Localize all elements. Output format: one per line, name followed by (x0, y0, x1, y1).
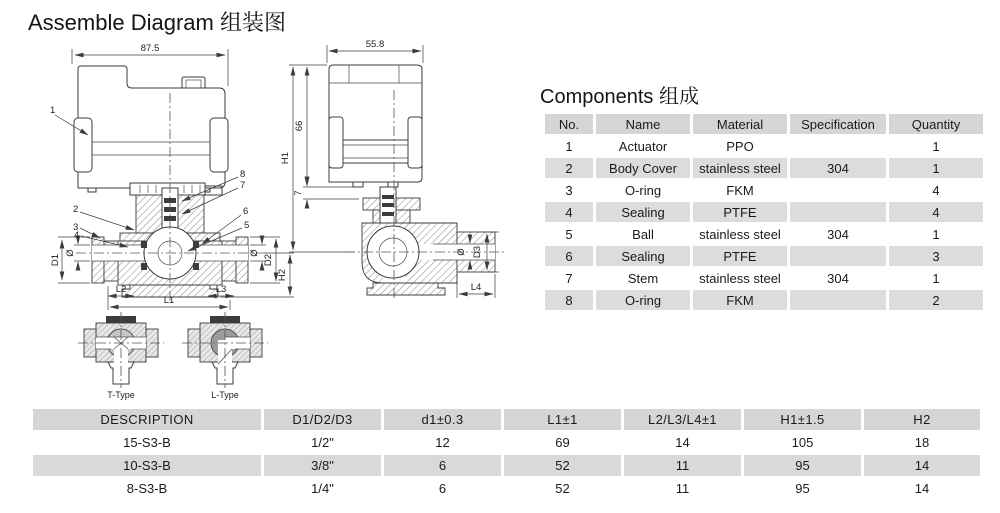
cell-l1: 52 (555, 481, 570, 496)
cell-h1: 105 (791, 435, 814, 450)
cell-name: Sealing (596, 202, 690, 222)
h1-dim-label: H1 (280, 151, 291, 165)
bore-dia-label-side: Ø (456, 248, 467, 256)
component-row (545, 268, 983, 288)
cell-description: 8-S3-B (126, 481, 168, 496)
part-label-8: 8 (240, 169, 246, 180)
col-material: Material (693, 114, 787, 134)
dimensions-header-row (33, 409, 980, 430)
part-label-5: 5 (244, 220, 250, 231)
cell-qty: 1 (932, 138, 940, 154)
actuator-side-outline (329, 65, 422, 187)
cell-h1: 95 (744, 455, 861, 476)
cell-qty: 1 (932, 270, 940, 286)
d3-dim-label: D3 (472, 245, 483, 259)
part-label-7: 7 (240, 180, 246, 191)
port-type-drawings (58, 312, 298, 412)
cell-no: 1 (565, 138, 573, 154)
cell-spec: 304 (827, 226, 849, 242)
col-h2: H2 (864, 409, 980, 430)
component-row (545, 246, 983, 266)
cell-h2: 14 (864, 455, 980, 476)
cell-d1: 12 (435, 435, 450, 450)
component-row (545, 224, 983, 244)
l2-dim-label: L2 (115, 284, 127, 295)
cell-qty: 1 (932, 226, 940, 242)
cell-name: Sealing (596, 246, 690, 266)
cell-h1: 95 (795, 481, 810, 496)
cell-qty: 4 (889, 202, 983, 222)
cell-d1d2d3: 1/2" (311, 435, 334, 450)
cell-l2l3l4: 11 (675, 481, 690, 496)
part-label-4: 4 (74, 230, 80, 241)
cell-qty: 4 (932, 182, 940, 198)
component-row (545, 136, 983, 156)
cell-material: FKM (693, 290, 787, 310)
cell-material: PTFE (693, 202, 787, 222)
cell-spec: 304 (790, 158, 886, 178)
offset-dim-label: 7 (293, 190, 304, 196)
components-header-row (545, 114, 983, 134)
body-height-dim-label: 66 (294, 120, 305, 132)
cell-qty: 1 (889, 158, 983, 178)
col-name: Name (596, 114, 690, 134)
cell-l1: 52 (504, 455, 621, 476)
cell-name: Ball (632, 226, 654, 242)
cell-spec (790, 180, 886, 200)
part-label-3: 3 (73, 222, 79, 233)
cell-no: 3 (565, 182, 573, 198)
page-title: Assemble Diagram 组装图 (28, 10, 286, 35)
front-view-drawing (28, 38, 300, 323)
cell-spec (790, 246, 886, 266)
cell-l2l3l4: 14 (675, 435, 690, 450)
bore-dia-label-right: Ø (249, 249, 260, 257)
col-description: DESCRIPTION (33, 409, 261, 430)
d1-dim-label: D1 (50, 253, 61, 267)
dimensions-row (33, 455, 980, 476)
col-d1tol: d1±0.3 (384, 409, 501, 430)
components-heading: Components 组成 (540, 86, 699, 108)
component-row (545, 290, 983, 310)
part-label-2: 2 (73, 204, 79, 215)
col-quantity: Quantity (889, 114, 983, 134)
cell-material: PTFE (693, 246, 787, 266)
col-specification: Specification (790, 114, 886, 134)
h2-dim-label: H2 (277, 268, 288, 282)
dimension-l4 (457, 274, 495, 298)
cell-spec (790, 136, 886, 156)
cell-material: stainless steel (699, 226, 781, 242)
l-type-drawing (182, 312, 268, 400)
part-label-6: 6 (243, 206, 249, 217)
cell-no: 2 (545, 158, 593, 178)
front-width-dim-label: 87.5 (140, 43, 160, 54)
cell-d1d2d3: 3/8" (264, 455, 381, 476)
cell-d1d2d3: 1/4" (311, 481, 334, 496)
components-table (542, 112, 986, 312)
cell-material: stainless steel (699, 270, 781, 286)
cell-spec (790, 290, 886, 310)
t-type-label: T-Type (107, 390, 135, 400)
dimensions-table (30, 407, 983, 501)
dimension-d1 (50, 237, 90, 283)
actuator-outline (74, 66, 228, 192)
dimensions-row (33, 478, 980, 499)
cell-l2l3l4: 11 (624, 455, 741, 476)
cell-d1: 6 (384, 455, 501, 476)
cell-spec (790, 202, 886, 222)
cell-h2: 14 (914, 481, 930, 496)
component-row (545, 180, 983, 200)
cell-no: 4 (545, 202, 593, 222)
cell-description: 15-S3-B (123, 435, 171, 450)
cell-material: stainless steel (693, 158, 787, 178)
cell-name: O-ring (624, 182, 662, 198)
cell-name: Stem (627, 270, 659, 286)
part-label-1: 1 (50, 105, 56, 116)
l1-dim-label: L1 (163, 295, 175, 306)
col-h1tol: H1±1.5 (744, 409, 861, 430)
cell-no: 6 (545, 246, 593, 266)
col-d1d2d3: D1/D2/D3 (264, 409, 381, 430)
cell-material: PPO (726, 138, 754, 154)
d2-dim-label: D2 (263, 253, 274, 267)
side-width-dim-label: 55.8 (365, 39, 385, 50)
cell-d1: 6 (438, 481, 447, 496)
cell-no: 8 (545, 290, 593, 310)
cell-description: 10-S3-B (33, 455, 261, 476)
component-row (545, 202, 983, 222)
dimension-side-width (327, 39, 423, 63)
col-l1tol: L1±1 (504, 409, 621, 430)
dimensions-row (33, 432, 980, 453)
col-l2l3l4tol: L2/L3/L4±1 (624, 409, 741, 430)
bore-dia-label-left: Ø (65, 249, 76, 257)
cell-material: FKM (726, 182, 754, 198)
dimension-d2 (250, 237, 280, 283)
l3-dim-label: L3 (215, 284, 227, 295)
component-row (545, 158, 983, 178)
col-no: No. (545, 114, 593, 134)
cell-name: Body Cover (596, 158, 690, 178)
cell-l1: 69 (555, 435, 570, 450)
l-type-label: L-Type (211, 390, 239, 400)
cell-qty: 3 (889, 246, 983, 266)
cell-no: 5 (565, 226, 573, 242)
l4-dim-label: L4 (470, 282, 482, 293)
cell-qty: 2 (889, 290, 983, 310)
cell-name: O-ring (596, 290, 690, 310)
dimension-offset-7 (293, 179, 359, 207)
cell-h2: 18 (914, 435, 930, 450)
cell-spec: 304 (827, 270, 849, 286)
cell-no: 7 (565, 270, 573, 286)
cell-name: Actuator (618, 138, 668, 154)
t-type-drawing (78, 312, 164, 400)
